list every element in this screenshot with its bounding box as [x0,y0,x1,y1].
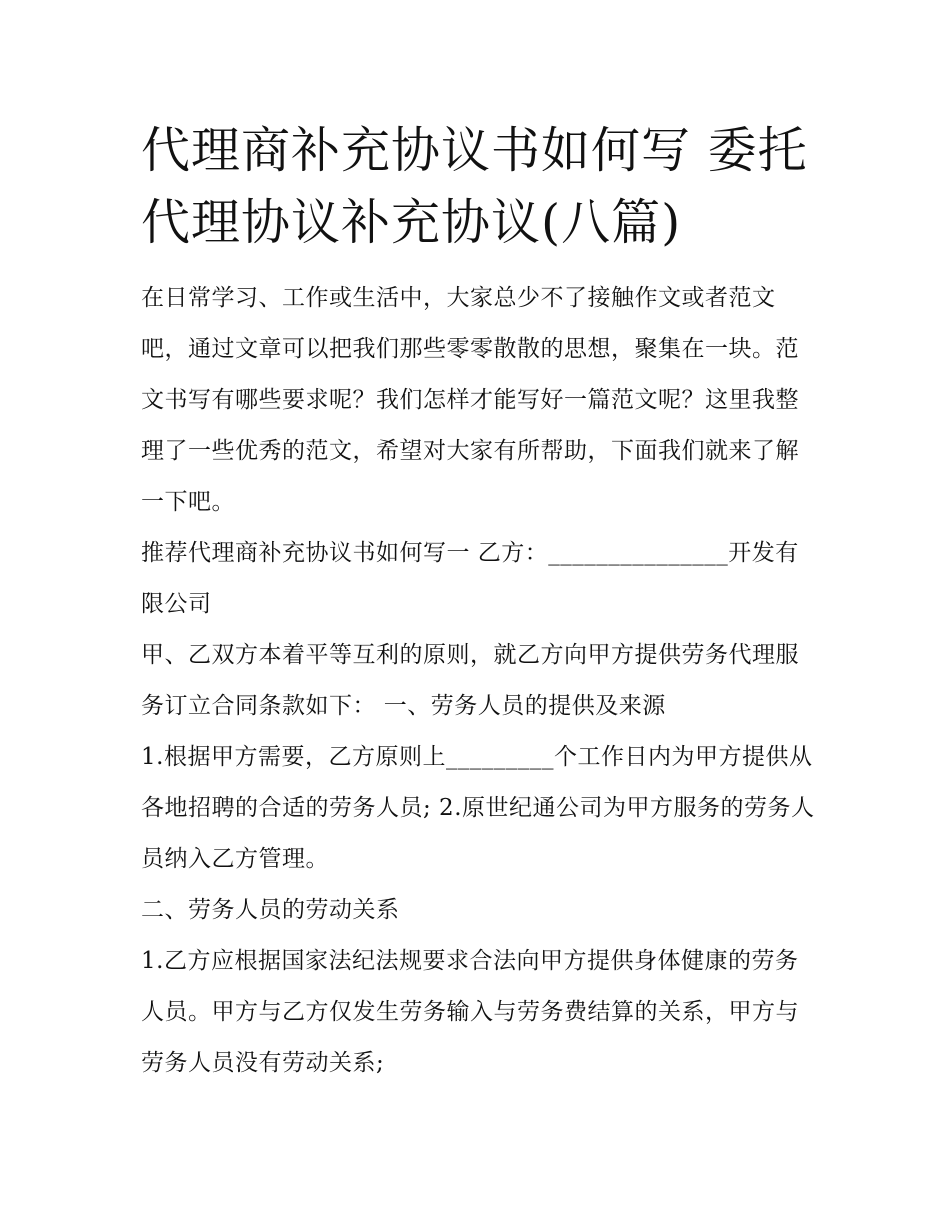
party-b-paragraph: 推荐代理商补充协议书如何写一 乙方：_______________开发有限公司 [141,540,799,617]
principle-paragraph: 甲、乙双方本着平等互利的原则，就乙方向甲方提供劳务代理服务订立合同条款如下： 一、劳务人员的提供及来源 [141,642,799,719]
document-title: 代理商补充协议书如何写 委托代理协议补充协议(八篇) [141,122,808,251]
section-2-heading: 二、劳务人员的劳动关系 [141,897,400,923]
clause-1-paragraph: 1.根据甲方需要，乙方原则上_________个工作日内为甲方提供从各地招聘的合适的劳务人员; 2.原世纪通公司为甲方服务的劳务人员纳入乙方管理。 [141,744,815,872]
document-body [141,273,821,1089]
document-page [141,115,821,1089]
section-2-clause-1-paragraph: 1.乙方应根据国家法纪法规要求合法向甲方提供身体健康的劳务人员。甲方与乙方仅发生劳务输入与劳务费结算的关系，甲方与劳务人员没有劳动关系; [141,948,799,1076]
intro-paragraph: 在日常学习、工作或生活中，大家总少不了接触作文或者范文吧，通过文章可以把我们那些零零散散的思想，聚集在一块。范文书写有哪些要求呢？我们怎样才能写好一篇范文呢？这里我整理了一些优秀的范文，希望对大家有所帮助，下面我们就来了解一下吧。 [141,285,799,515]
